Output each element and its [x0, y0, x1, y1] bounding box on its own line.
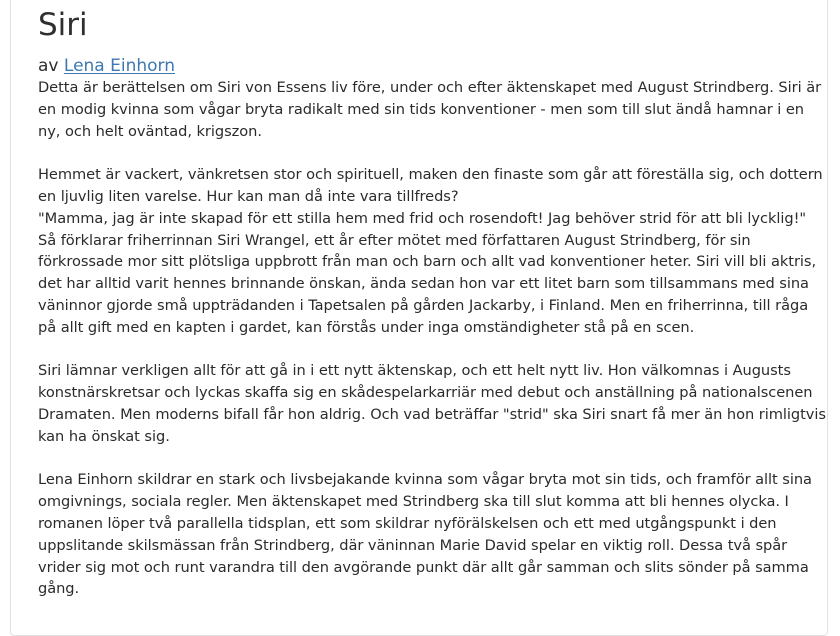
description-paragraph-1: Detta är berättelsen om Siri von Essens liv före, under och efter äktenskapet med August Strindberg. Siri är en modig kvinna som vågar bryta radikalt med sin tids konventioner - men som till slut ändå hamnar i en ny, och helt oväntad, krigszon. [38, 79, 822, 140]
author-link[interactable]: Lena Einhorn [63, 56, 175, 76]
description-paragraph-4: Lena Einhorn skildrar en stark och livsbejakande kvinna som vågar bryta mot sin tids, och framför allt sina omgivnings, sociala regler. Men äktenskapet med Strindberg ska till slut komma att bli hennes olycka. I romanen löper två parallella tidsplan, ett som skildrar nyförälskelsen och ett med utgångspunkt i den uppslitande skilsmässan från Strindberg, där väninnan Marie David spelar en viktig roll. Dessa två spår vrider sig mot och runt varandra till den avgörande punkt där allt går samman och slits sönder på samma gång. [38, 471, 812, 598]
book-content [38, 5, 828, 622]
description-paragraph-3: Siri lämnar verkligen allt för att gå in i ett nytt äktenskap, och ett helt nytt liv. Hon välkomnas i Augusts konstnärskretsar och lyckas skaffa sig en skådespelarkarriär med debut och anställning på nationalscenen Dramaten. Men moderns bifall får hon aldrig. Och vad beträffar "strid" ska Siri snart få mer än hon rimligtvis kan ha önskat sig. [38, 362, 826, 445]
byline [38, 55, 828, 77]
description-paragraph-2: Hemmet är vackert, vänkretsen stor och spirituell, maken den finaste som går att föreställa sig, och dottern en ljuvlig liten varelse. Hur kan man då inte vara tillfreds? "Mamma, jag är inte skapad för ett stilla hem med frid och rosendoft! Jag behöver strid för att bli lycklig!" Så förklarar friherrinnan Siri Wrangel, ett år efter mötet med författaren August Strindberg, för sin förkrossade mor sitt plötsliga uppbrott från man och barn och allt vad konventioner heter. Siri vill bli aktris, det har alltid varit hennes brinnande önskan, ända sedan hon var ett litet barn som tillsammans med sina väninnor gjorde små uppträdanden i Tapetsalen på gården Jackarby, i Finland. Men en friherrinna, till råga på allt gift med en kapten i gardet, kan förstås under inga omständigheter stå på en scen. [38, 166, 823, 336]
book-description [38, 77, 828, 600]
book-title: Siri [38, 7, 88, 43]
byline-prefix: av [38, 56, 59, 76]
book-card [10, 0, 828, 636]
